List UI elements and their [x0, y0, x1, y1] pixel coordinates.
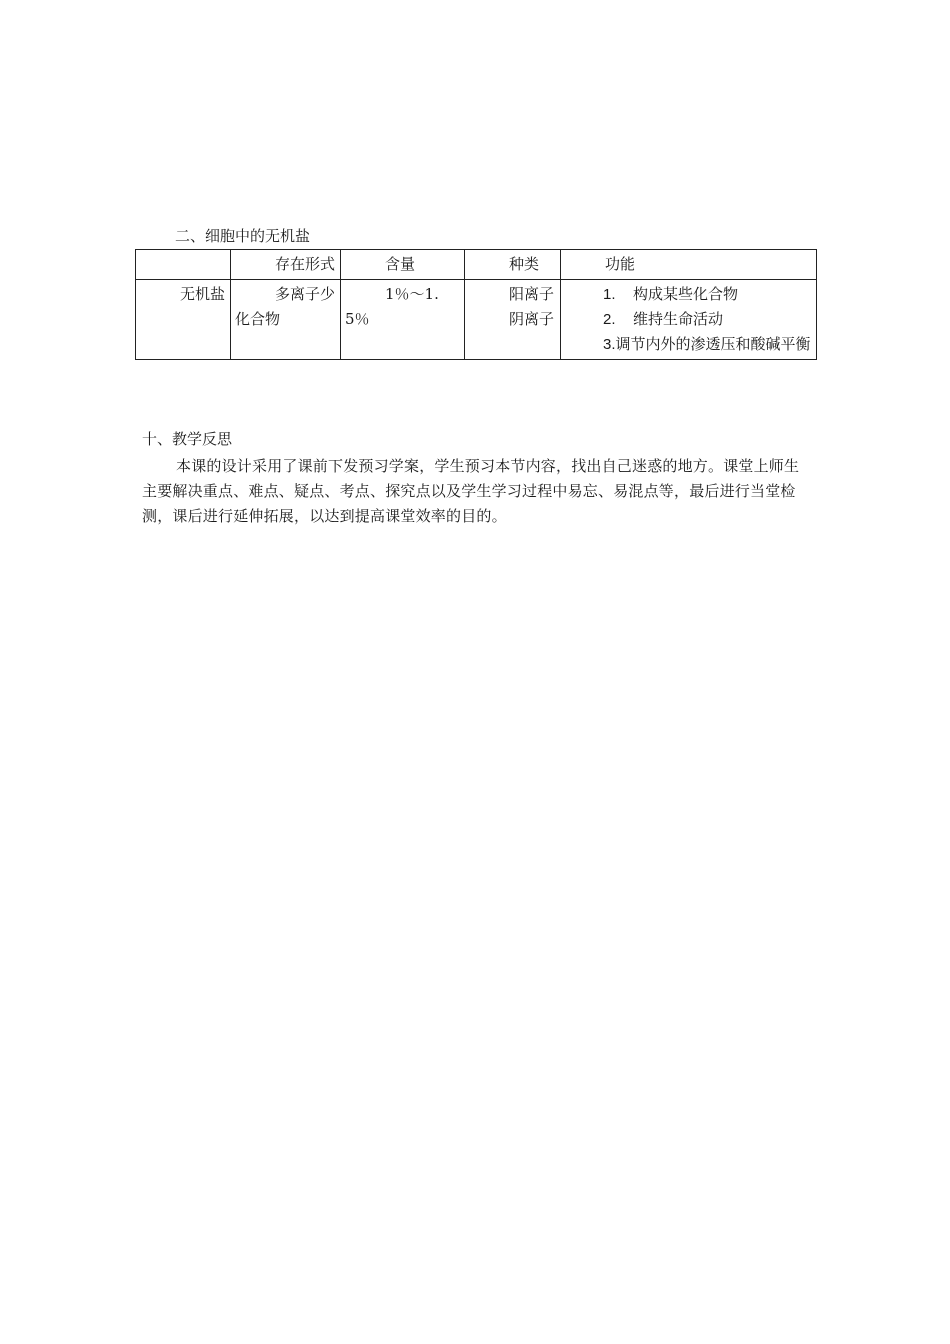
- inorganic-salt-table: [135, 249, 817, 360]
- type-anion: 阴离子: [509, 310, 555, 328]
- section-title: 二、细胞中的无机盐: [175, 227, 311, 245]
- cell-types: [465, 280, 561, 360]
- function-item: 2. 维持生命活动: [603, 310, 724, 328]
- header-cell-types: 种类: [465, 250, 561, 280]
- reflection-body: 本课的设计采用了课前下发预习学案，学生预习本节内容，找出自己迷惑的地方。课堂上师生主要解决重点、难点、疑点、考点、探究点以及学生学习过程中易忘、易混点等，最后进行当堂检测，课后进行延伸拓展，以达到提高课堂效率的目的。: [142, 457, 800, 525]
- table-row: [136, 280, 817, 360]
- function-item: 3.调节内外的渗透压和酸碱平衡: [603, 335, 811, 353]
- cell-content: 1％～1.5％: [341, 280, 465, 360]
- function-item: 1. 构成某些化合物: [603, 285, 739, 303]
- table-header-row: [136, 250, 817, 280]
- header-cell-content: 含量: [341, 250, 465, 280]
- type-cation: 阳离子: [509, 285, 555, 303]
- reflection-title: 十、教学反思: [142, 430, 233, 448]
- header-cell-empty: [136, 250, 231, 280]
- cell-functions: [561, 280, 817, 360]
- cell-form: 多离子少化合物: [231, 280, 341, 360]
- header-cell-function: 功能: [561, 250, 817, 280]
- cell-name: 无机盐: [136, 280, 231, 360]
- header-cell-form: 存在形式: [231, 250, 341, 280]
